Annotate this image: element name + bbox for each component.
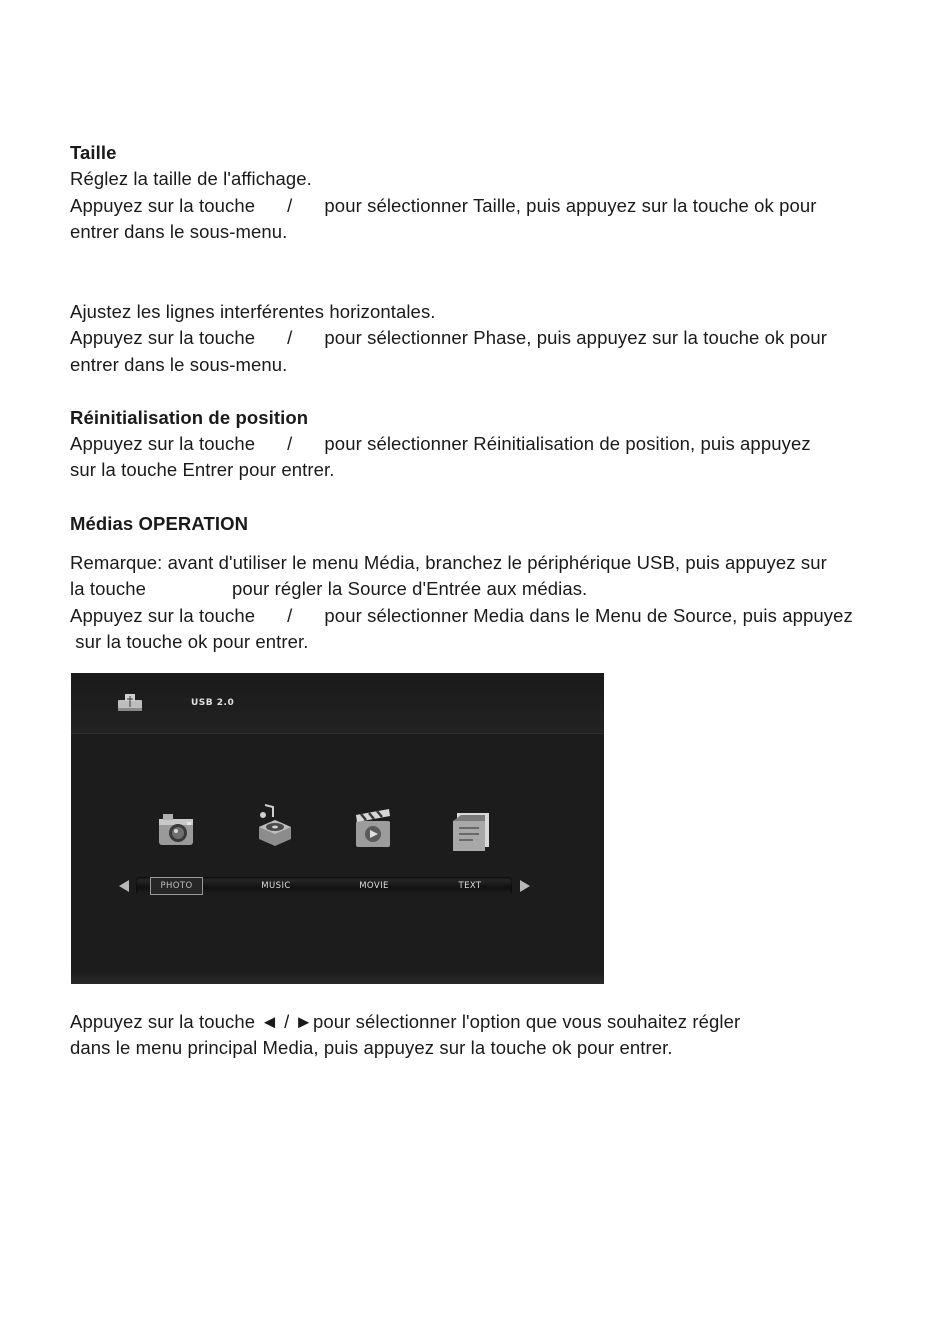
media-text-1: Remarque: avant d'utiliser le menu Média, branchez le périphérique USB, puis appuyez sur	[70, 552, 827, 573]
media-screen	[71, 673, 604, 984]
nav-item-text[interactable]: TEXT	[458, 881, 482, 891]
usb-drive-icon	[117, 693, 143, 713]
reset-text-2: sur la touche Entrer pour entrer.	[70, 459, 335, 480]
phase-text-2: Appuyez sur la touche / pour sélectionner Phase, puis appuyez sur la touche ok pour	[70, 327, 828, 348]
phase-text-1: Ajustez les lignes interférentes horizontales.	[70, 301, 436, 322]
taille-text-1: Réglez la taille de l'affichage.	[70, 168, 312, 189]
movie-icon[interactable]	[351, 807, 395, 851]
text-icon[interactable]	[449, 809, 493, 853]
taille-heading: Taille	[70, 142, 117, 163]
phase-text-3: entrer dans le sous-menu.	[70, 354, 288, 375]
taille-text-2: Appuyez sur la touche / pour sélectionner Taille, puis appuyez sur la touche ok pour	[70, 195, 817, 216]
after-text-2: dans le menu principal Media, puis appuyez sur la touche ok pour entrer.	[70, 1037, 673, 1058]
nav-item-music[interactable]: MUSIC	[261, 881, 291, 891]
taille-text-3: entrer dans le sous-menu.	[70, 221, 288, 242]
left-arrow-icon[interactable]	[117, 879, 131, 893]
reset-text-1: Appuyez sur la touche / pour sélectionner Réinitialisation de position, puis appuyez	[70, 433, 811, 454]
nav-item-photo[interactable]: PHOTO	[150, 877, 203, 895]
reset-heading: Réinitialisation de position	[70, 407, 309, 428]
media-heading: Médias OPERATION	[70, 513, 249, 534]
media-text-3: Appuyez sur la touche / pour sélectionner Media dans le Menu de Source, puis appuyez	[70, 605, 853, 626]
screen-topbar	[71, 673, 604, 734]
nav-item-movie[interactable]: MOVIE	[359, 881, 389, 891]
media-nav-bar	[136, 877, 512, 895]
media-text-2: la touche pour régler la Source d'Entrée aux médias.	[70, 578, 588, 599]
screen-bottom-bar	[71, 972, 604, 984]
camera-icon[interactable]	[155, 809, 199, 853]
music-icon[interactable]	[253, 803, 297, 847]
right-arrow-icon[interactable]	[518, 879, 532, 893]
media-text-4: sur la touche ok pour entrer.	[70, 631, 309, 652]
after-text-1: Appuyez sur la touche ◄ / ►pour sélectionner l'option que vous souhaitez régler	[70, 1011, 741, 1032]
usb-label: USB 2.0	[191, 698, 235, 708]
